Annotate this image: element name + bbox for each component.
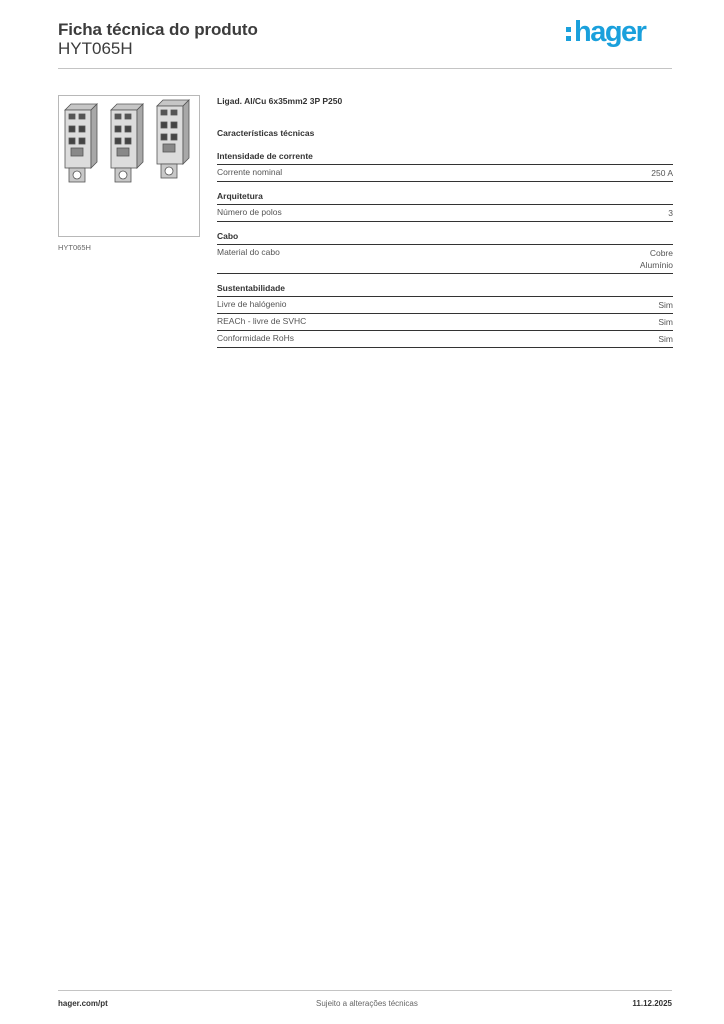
spec-value: Sim (658, 317, 673, 327)
spec-label: Corrente nominal (217, 167, 283, 177)
spec-value: Sim (658, 334, 673, 344)
section-heading: Características técnicas (217, 128, 315, 138)
footer-divider (58, 990, 672, 991)
footer-date: 11.12.2025 (632, 999, 672, 1008)
spec-row (217, 314, 673, 331)
spec-value: 3 (668, 208, 673, 218)
footer-website-link[interactable]: hager.com/pt (58, 999, 108, 1008)
image-caption: HYT065H (58, 243, 91, 252)
spec-row (217, 331, 673, 348)
spec-value: Sim (658, 300, 673, 310)
spec-label: REACh - livre de SVHC (217, 316, 307, 326)
spec-row (217, 245, 673, 274)
footer-notice: Sujeito a alterações técnicas (316, 999, 418, 1008)
logo-dots-icon (566, 27, 571, 41)
product-code: HYT065H (58, 39, 133, 58)
group-title: Intensidade de corrente (217, 151, 673, 165)
spec-label: Livre de halógenio (217, 299, 287, 309)
technical-specs (217, 96, 673, 348)
page-title: Ficha técnica do produto (58, 20, 258, 39)
product-image (58, 95, 200, 237)
spec-label: Conformidade RoHs (217, 333, 295, 343)
spec-label: Número de polos (217, 207, 282, 217)
spec-value: 250 A (651, 168, 673, 178)
spec-row (217, 165, 673, 182)
spec-row (217, 205, 673, 222)
group-title: Cabo (217, 231, 673, 245)
spec-value: Cobre Alumínio (639, 248, 673, 270)
spec-group-sustainability (217, 283, 673, 348)
hager-logo (566, 18, 645, 46)
product-name: Ligad. Al/Cu 6x35mm2 3P P250 (217, 96, 343, 106)
group-title: Sustentabilidade (217, 283, 673, 297)
group-title: Arquitetura (217, 191, 673, 205)
spec-label: Material do cabo (217, 247, 280, 257)
spec-group-current (217, 151, 673, 182)
logo-text: hager (574, 16, 646, 48)
terminal-block-image (59, 96, 199, 236)
spec-group-cable (217, 231, 673, 274)
spec-group-architecture (217, 191, 673, 222)
header-divider (58, 68, 672, 69)
spec-row (217, 297, 673, 314)
